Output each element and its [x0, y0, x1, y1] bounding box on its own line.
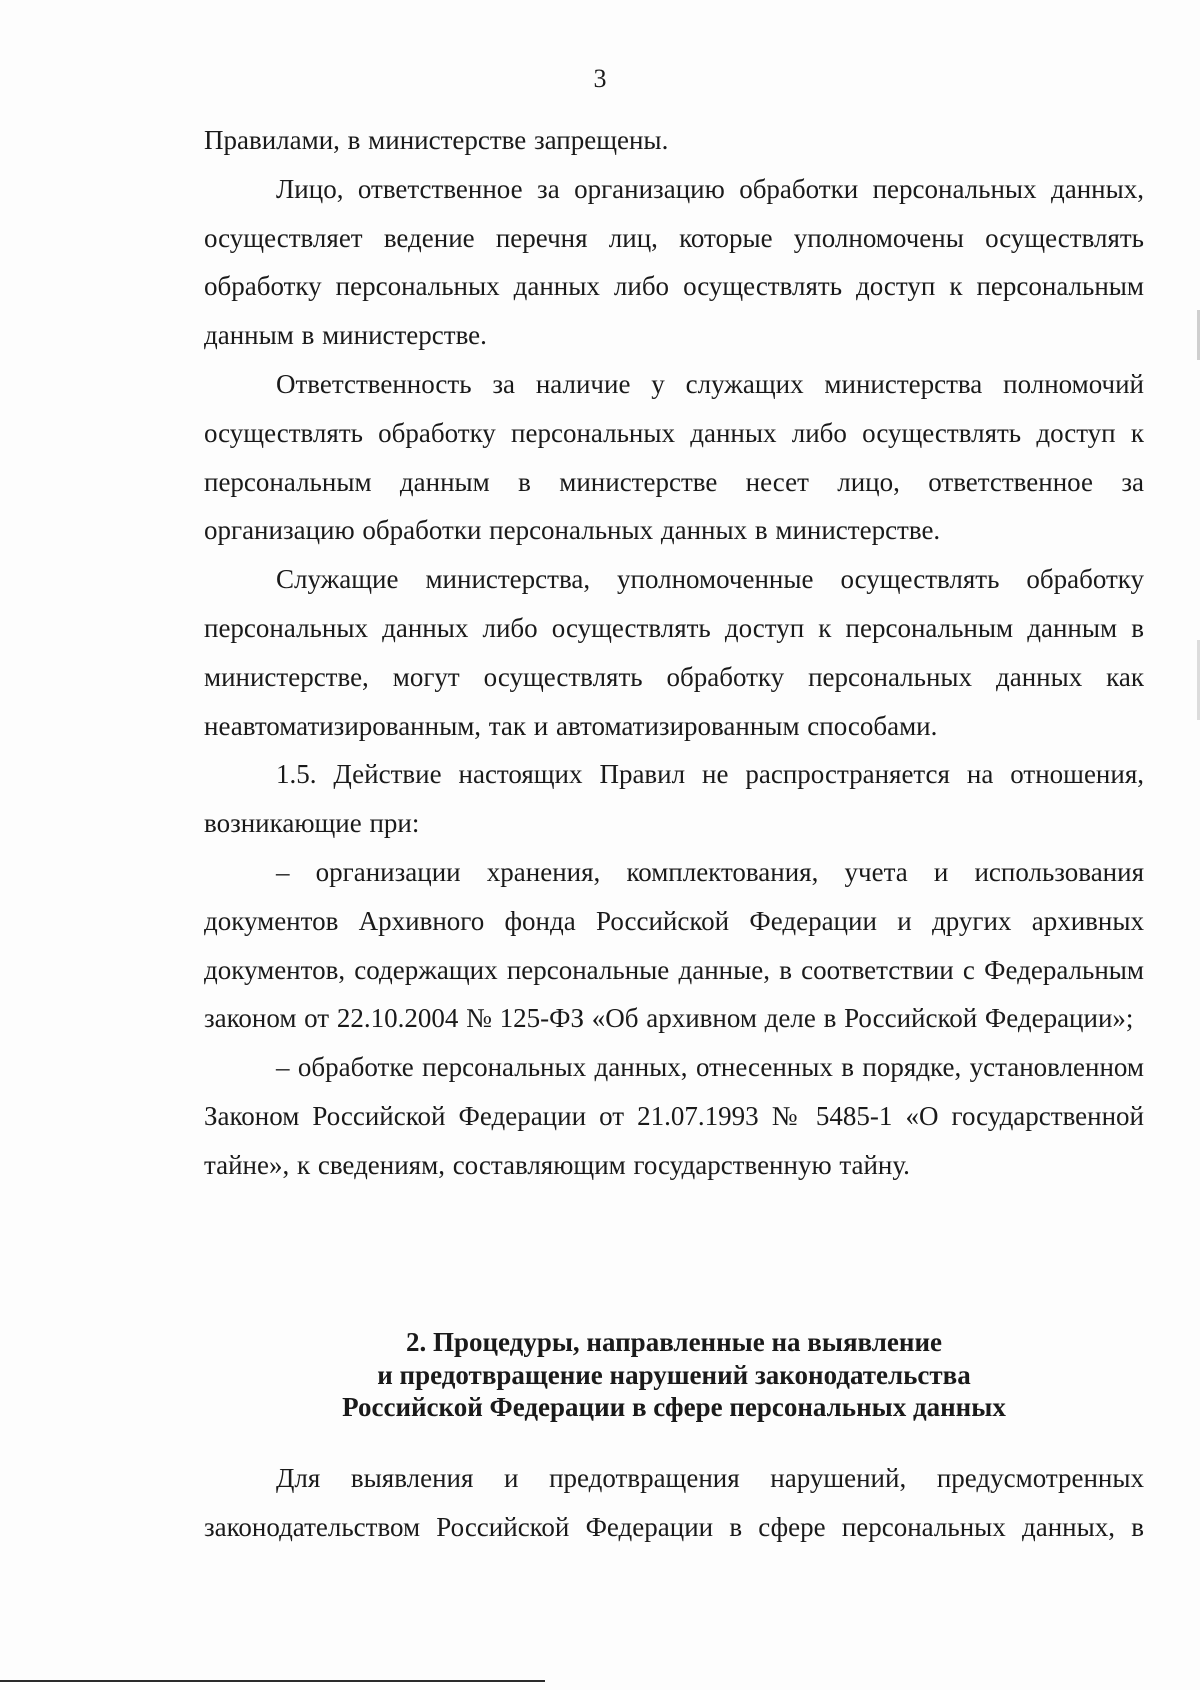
section-heading — [204, 1326, 1144, 1424]
document-body — [204, 116, 1144, 1190]
section-heading-line-3: Российской Федерации в сфере персональных данных — [342, 1392, 1006, 1422]
paragraph-5: 1.5. Действие настоящих Правил не распространяется на отношения, возникающие при: — [204, 759, 1144, 839]
paragraph-2: Лицо, ответственное за организацию обработки персональных данных, осуществляет ведение перечня лиц, которые уполномочены осуществлять обработку персональных данных либо осуществлять доступ к персональным данным в министерстве. — [204, 173, 1144, 351]
footer-rule — [0, 1680, 545, 1682]
paragraph-3: Ответственность за наличие у служащих министерства полномочий осуществлять обработку персональных данных либо осуществлять доступ к персональным данным в министерстве несет лицо, ответственное за организацию обработки персональных данных в министерстве. — [204, 368, 1144, 546]
list-item-state-secret: – обработке персональных данных, отнесенных в порядке, установленном Законом Российской Федерации от 21.07.1993 № 5485-1 «О государственной тайне», к сведениям, составляющим государственную тайну. — [204, 1052, 1144, 1180]
page-number: 3 — [593, 64, 607, 93]
section-heading-line-1: 2. Процедуры, направленные на выявление — [405, 1327, 943, 1357]
section-heading-line-2: и предотвращение нарушений законодательства — [377, 1359, 971, 1390]
paragraph-4: Служащие министерства, уполномоченные осуществлять обработку персональных данных либо осуществлять доступ к персональным данным в министерстве, могут осуществлять обработку персональных данных как неавтоматизированным, так и автоматизированным способами. — [204, 564, 1144, 741]
list-item-archive: – организации хранения, комплектования, учета и использования документов Архивного фонда Российской Федерации и других архивных документов, содержащих персональные данные, в соответствии с Федеральным законом от 22.10.2004 № 125-ФЗ «Об архивном деле в Российской Федерации»; — [204, 856, 1144, 1034]
paragraph-section-2: Для выявления и предотвращения нарушений, предусмотренных законодательством Российской Федерации в сфере персональных данных, в — [204, 1463, 1144, 1542]
paragraph-1: Правилами, в министерстве запрещены. — [204, 125, 669, 155]
section-2-body — [204, 1454, 1144, 1552]
